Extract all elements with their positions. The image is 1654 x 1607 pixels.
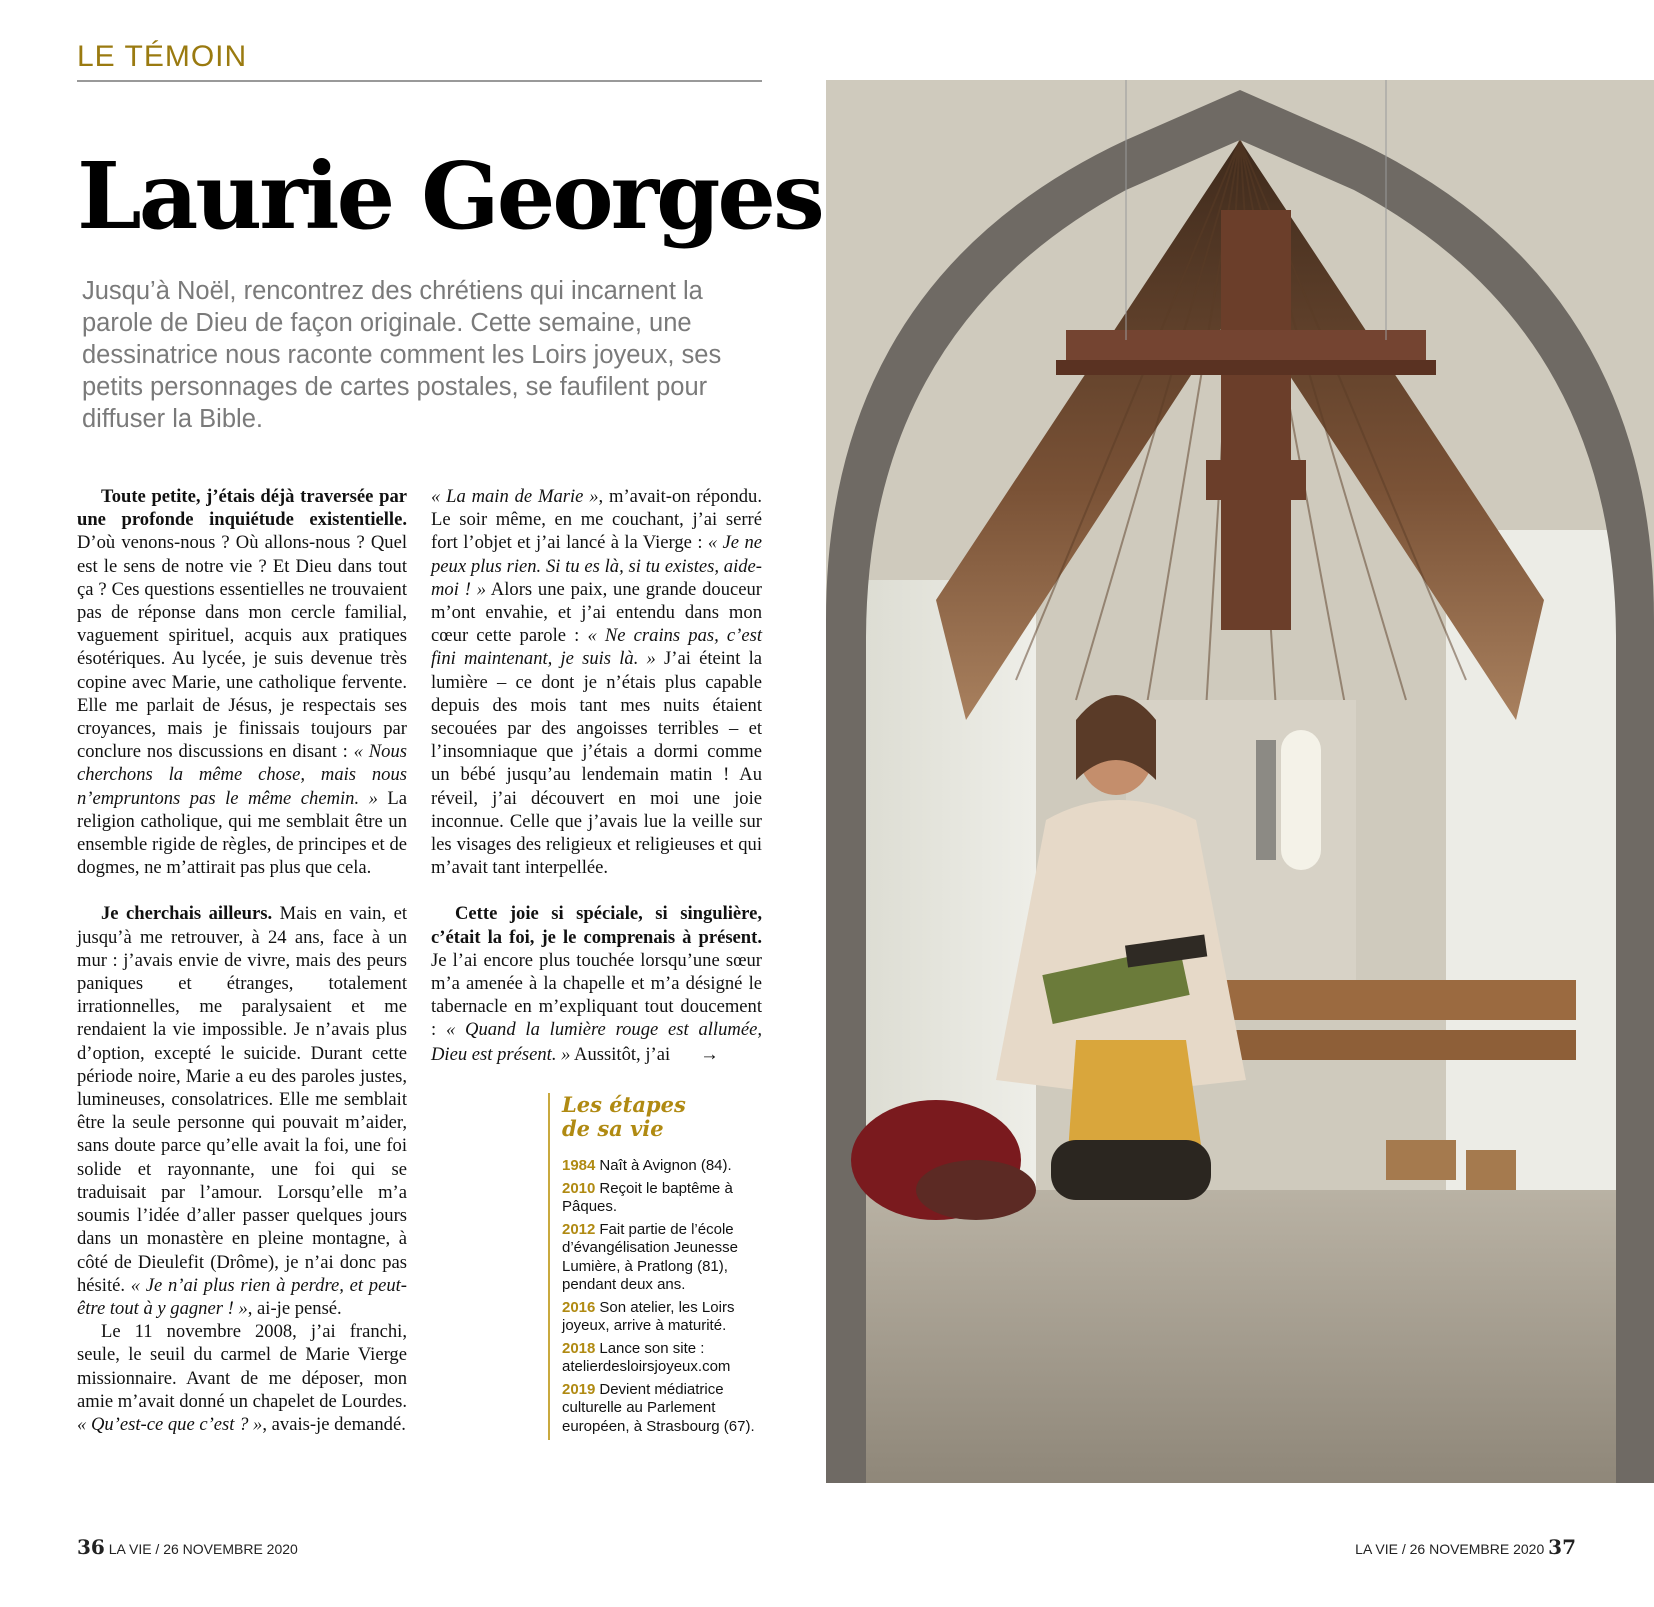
paragraph: Je cherchais ailleurs. Mais en vain, et jusqu’à me retrouver, à 24 ans, face à un mur : j’avais envie de vivre, mais des peurs paniques et étranges, totalement irrationnelles, me paralysaient et me rendaient la vie impossible. Je n’avais plus d’option, excepté le suicide. Durant cette période noire, Marie a eu des paroles justes, lumineuses, consolatrices. Elle me semblait être la seule personne qui pouvait m’aider, sans doute parce qu’elle avait la foi, une foi solide et rayonnante, une foi qui se traduisait par l’amour. Lorsqu’elle m’a soumis l’idée d’aller passer quelques jours dans un monastère en pleine montagne, à côté de Dieulefit (Drôme), je n’ai donc pas hésité. « Je n’ai plus rien à perdre, et peut-être tout à y gagner ! », ai-je pensé. <box>77 903 407 1319</box>
article-title: Laurie Georges <box>77 142 822 250</box>
quote: « Quand la lumière rouge est allumée, Dieu est présent. » <box>431 1019 762 1065</box>
church-floor <box>866 1190 1616 1483</box>
section-label: LE TÉMOIN <box>77 40 248 73</box>
quote: « La main de Marie » <box>431 486 599 507</box>
page-number: 37 <box>1548 1535 1576 1559</box>
footer-left <box>77 1535 298 1559</box>
timeline-entry: 2010 Reçoit le baptême à Pâques. <box>562 1179 733 1215</box>
quote: « Je n’ai plus rien à perdre, et peut-être tout à y gagner ! » <box>77 1274 407 1319</box>
chancel-window <box>1281 730 1321 870</box>
timeline-entry: 2012 Fait partie de l’école d’évangélisation Jeunesse Lumière, à Pratlong (81), pendant deux ans. <box>562 1220 738 1293</box>
paragraph: Cette joie si spéciale, si singulière, c’était la foi, je le comprenais à présent. Je l’ai encore plus touchée lorsqu’une sœur m’a amenée à la chapelle et m’a désigné le tabernacle en m’expliquant tout doucement : « Quand la lumière rouge est allumée, Dieu est présent. » Aussitôt, j’ai → <box>431 903 762 1065</box>
paragraph: Toute petite, j’étais déjà traversée par une profonde inquiétude existentielle. D’où venons-nous ? Où allons-nous ? Quel est le sens de notre vie ? Et Dieu dans tout ça ? Ces questions essentielles ne trouvaient pas de réponse dans mon cercle familial, vaguement spirituel, acquis aux pratiques ésotériques. Au lycée, je suis devenue très copine avec Marie, une catholique fervente. Elle me parlait de Jésus, je respectais ses croyances, mais je finissais toujours par conclure nos discussions en disant : « Nous cherchons la même chose, mais nous n’empruntons pas le même chemin. » La religion catholique, qui me semblait être un ensemble rigide de règles, de principes et de dogmes, ne m’attirait pas plus que cela. <box>77 486 407 879</box>
timeline-entry: 2018 Lance son site : atelierdesloirsjoyeux.com <box>562 1339 731 1375</box>
paragraph-gap <box>77 879 407 902</box>
timeline-year: 1984 <box>562 1157 596 1174</box>
section-rule <box>77 80 762 82</box>
timeline-year: 2016 <box>562 1298 596 1316</box>
quote: « Nous cherchons la même chose, mais nous n’empruntons pas le même chemin. » <box>77 741 407 809</box>
page-number: 36 <box>77 1535 105 1559</box>
timeline-year: 2019 <box>562 1380 596 1398</box>
footer-publication: LA VIE / 26 NOVEMBRE 2020 <box>1355 1541 1545 1557</box>
footer-publication: LA VIE / 26 NOVEMBRE 2020 <box>108 1541 298 1557</box>
church-photo <box>826 80 1654 1483</box>
paragraph: « La main de Marie », m’avait-on répondu. Le soir même, en me couchant, j’ai serré fort l’objet et j’ai lancé à la Vierge : « Je ne peux plus rien. Si tu es là, si tu existes, aide-moi ! » Alors une paix, une grande douceur m’ont envahie, et j’ai entendu dans mon cœur cette parole : « Ne crains pas, c’est fini maintenant, je suis là. » J’ai éteint la lumière – ce dont je n’étais plus capable depuis des mois tant mes nuits étaient secouées par des angoisses terribles – et l’insomniaque que j’étais a dormi comme un bébé jusqu’au lendemain matin ! Au réveil, j’ai découvert en moi une joie inconnue. Celle que j’avais lue la veille sur les visages des religieux et religieuses et qui m’avait tant interpellée. <box>431 486 762 879</box>
timeline-entry: 2016 Son atelier, les Loirs joyeux, arrive à maturité. <box>562 1298 735 1334</box>
paragraph-lead: Toute petite, j’étais déjà traversée par une profonde inquiétude existentielle. <box>77 486 407 531</box>
timeline-year: 2012 <box>562 1220 596 1238</box>
timeline-box <box>548 1093 774 1440</box>
paragraph-gap <box>431 879 762 902</box>
paragraph-lead: Je cherchais ailleurs. <box>101 903 273 925</box>
quote: « Je ne peux plus rien. Si tu es là, si tu existes, aide-moi ! » <box>431 532 762 600</box>
paragraph-lead: Cette joie si spéciale, si singulière, c’était la foi, je le comprenais à présent. <box>431 903 762 948</box>
text-column-1 <box>77 485 407 1436</box>
continue-arrow-icon: → <box>700 1042 719 1064</box>
kneeler <box>1386 1140 1456 1180</box>
pew <box>1206 1030 1576 1060</box>
quote: « Ne crains pas, c’est fini maintenant, je suis là. » <box>431 625 762 670</box>
timeline-year: 2010 <box>562 1179 596 1197</box>
timeline-year: 2018 <box>562 1339 596 1357</box>
text-column-2 <box>431 485 762 1066</box>
kneeler <box>1466 1150 1516 1190</box>
timeline-entry: 1984 Naît à Avignon (84). <box>562 1157 732 1174</box>
quote: « Qu’est-ce que c’est ? » <box>77 1413 263 1435</box>
organ <box>1256 740 1276 860</box>
article-intro: Jusqu’à Noël, rencontrez des chrétiens qui incarnent la parole de Dieu de façon originale. Cette semaine, une dessinatrice nous raconte comment les Loirs joyeux, ses petits personnages de cartes postales, se faufilent pour diffuser la Bible. <box>82 277 722 433</box>
footer-right <box>1355 1535 1576 1559</box>
paragraph: Le 11 novembre 2008, j’ai franchi, seule, le seuil du carmel de Marie Vierge missionnaire. Avant de me déposer, mon amie m’avait donné un chapelet de Lourdes. « Qu’est-ce que c’est ? », avais-je demandé. <box>77 1321 407 1435</box>
timeline-entry: 2019 Devient médiatrice culturelle au Parlement européen, à Strasbourg (67). <box>562 1380 755 1435</box>
timeline-title: Les étapes de sa vie <box>562 1092 686 1141</box>
